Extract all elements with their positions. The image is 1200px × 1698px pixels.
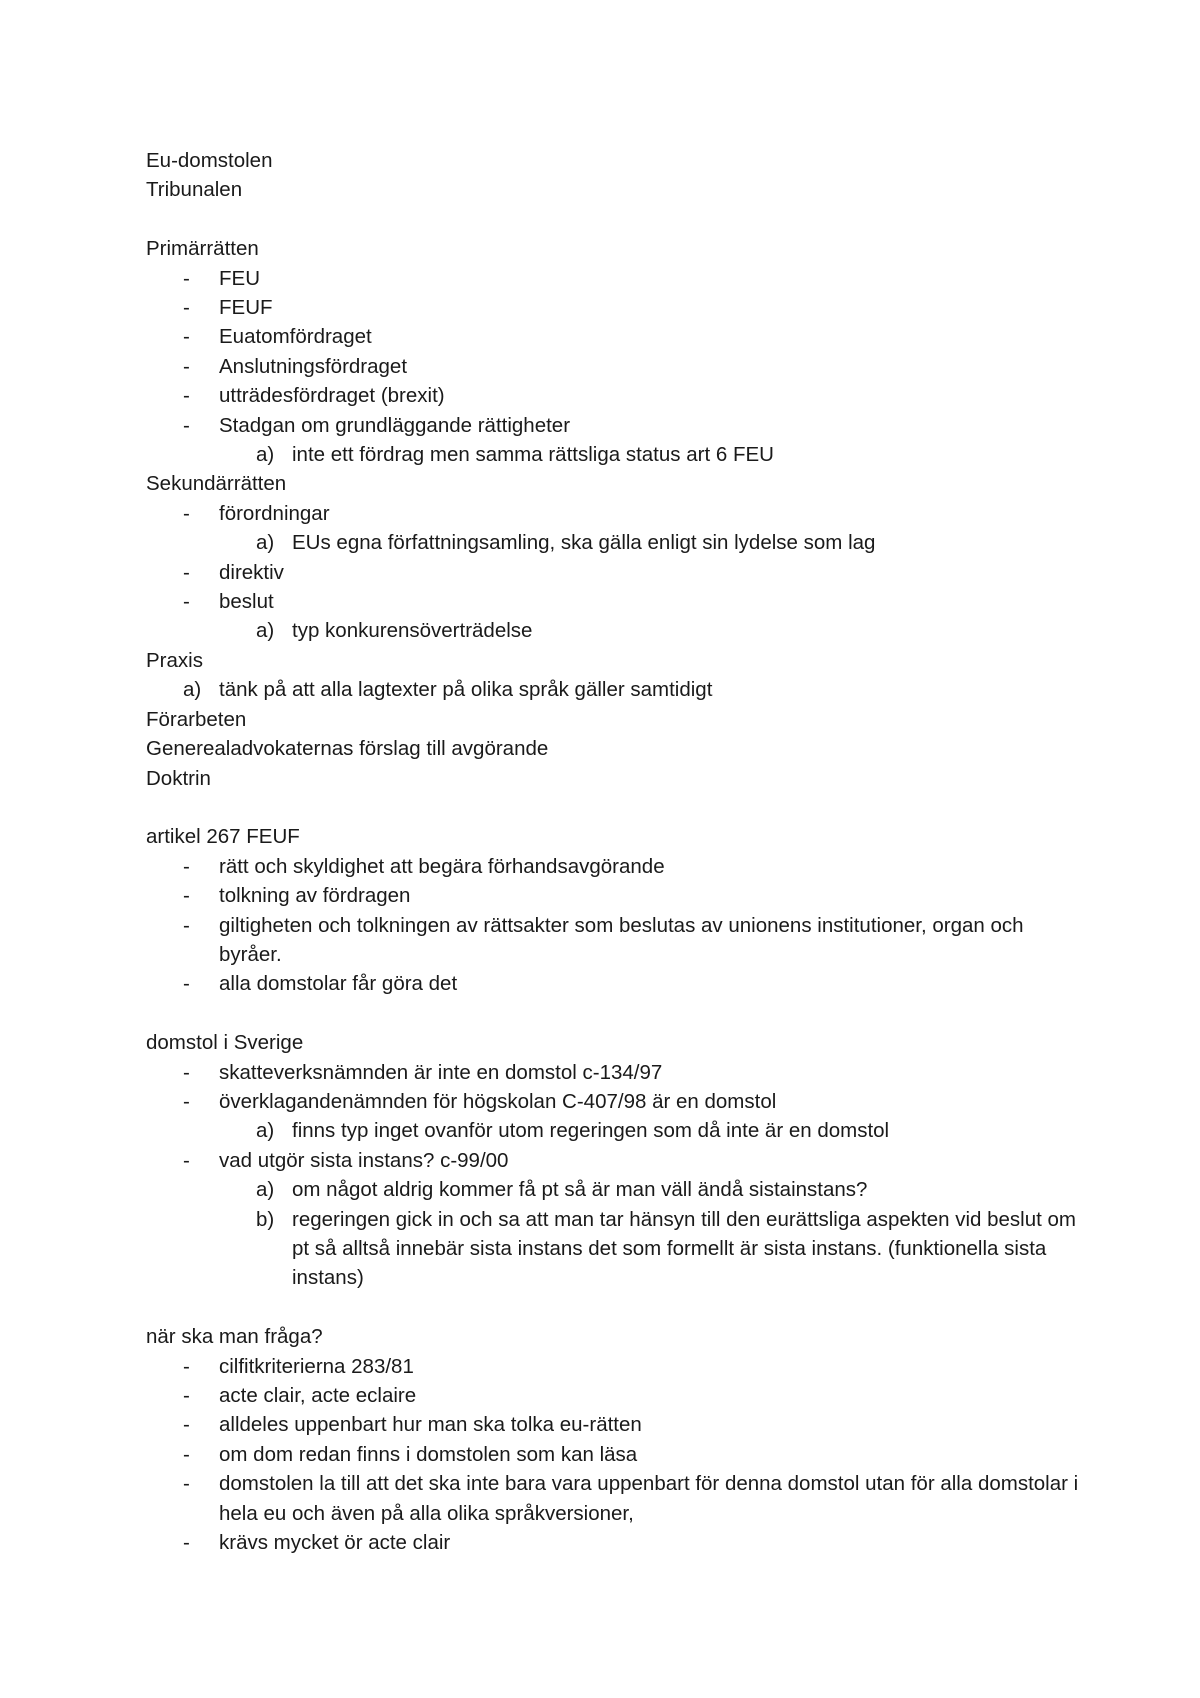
line-text: Anslutningsfördraget bbox=[219, 354, 408, 378]
line-text: vad utgör sista instans? c-99/00 bbox=[219, 1148, 509, 1172]
lettered-subitem bbox=[146, 1205, 1086, 1293]
bullet-item bbox=[146, 293, 1086, 322]
line-text: FEU bbox=[219, 266, 260, 290]
list-marker: - bbox=[183, 1531, 190, 1555]
line-text: Stadgan om grundläggande rättigheter bbox=[219, 413, 571, 437]
list-marker: - bbox=[183, 296, 190, 320]
blank-line bbox=[146, 793, 1086, 822]
bullet-item bbox=[146, 881, 1086, 910]
line-text: domstol i Sverige bbox=[146, 1031, 304, 1055]
line-text: om något aldrig kommer få pt så är man väll ändå sistainstans? bbox=[292, 1178, 868, 1202]
heading-line bbox=[146, 734, 1086, 763]
heading-line bbox=[146, 822, 1086, 851]
lettered-subitem bbox=[146, 675, 1086, 704]
line-text: direktiv bbox=[219, 560, 284, 584]
line-text: alla domstolar får göra det bbox=[219, 972, 458, 996]
list-marker: - bbox=[183, 1384, 190, 1407]
line-text: giltigheten och tolkningen av rättsakter som beslutas av unionens institutioner, organ och byråer. bbox=[219, 913, 1024, 966]
lettered-subitem bbox=[146, 1116, 1086, 1145]
bullet-item bbox=[146, 352, 1086, 381]
heading-line bbox=[146, 646, 1086, 675]
bullet-item bbox=[146, 381, 1086, 410]
list-marker: a) bbox=[256, 619, 275, 643]
line-text: FEUF bbox=[219, 296, 273, 320]
list-marker: - bbox=[183, 1060, 190, 1084]
blank-line bbox=[146, 999, 1086, 1028]
line-text: när ska man fråga? bbox=[146, 1325, 323, 1349]
heading-line bbox=[146, 146, 1086, 175]
bullet-item bbox=[146, 322, 1086, 351]
heading-line bbox=[146, 175, 1086, 204]
list-marker: - bbox=[183, 913, 190, 937]
line-text: finns typ inget ovanför utom regeringen som då inte är en domstol bbox=[292, 1119, 890, 1143]
line-text: Sekundärrätten bbox=[146, 472, 287, 496]
heading-line bbox=[146, 764, 1086, 793]
bullet-item bbox=[146, 558, 1086, 587]
document-body bbox=[146, 146, 1086, 1557]
heading-line bbox=[146, 1322, 1086, 1351]
line-text: skatteverksnämnden är inte en domstol c-134/97 bbox=[219, 1060, 663, 1084]
lettered-subitem bbox=[146, 440, 1086, 469]
bullet-item bbox=[146, 1528, 1086, 1557]
line-text: cilfitkriterierna 283/81 bbox=[219, 1354, 414, 1378]
list-marker: - bbox=[183, 1089, 190, 1113]
line-text: överklagandenämnden för högskolan C-407/98 är en domstol bbox=[219, 1089, 777, 1113]
line-text: om dom redan finns i domstolen som kan läsa bbox=[219, 1442, 638, 1466]
line-text: regeringen gick in och sa att man tar hänsyn till den eurättsliga aspekten vid beslut om pt så alltså innebär sista instans det som formellt är sista instans. (funktionella sista instans) bbox=[292, 1207, 1076, 1290]
line-text: krävs mycket ör acte clair bbox=[219, 1531, 451, 1555]
line-text: Euatomfördraget bbox=[219, 325, 372, 349]
line-text: Generealadvokaternas förslag till avgörande bbox=[146, 737, 549, 761]
list-marker: a) bbox=[256, 1119, 275, 1143]
list-marker: - bbox=[183, 854, 190, 878]
list-marker: - bbox=[183, 1413, 190, 1437]
list-marker: a) bbox=[256, 443, 275, 467]
list-marker: a) bbox=[256, 531, 275, 555]
line-text: tänk på att alla lagtexter på olika språk gäller samtidigt bbox=[219, 678, 713, 702]
line-text: typ konkurensöverträdelse bbox=[292, 619, 533, 643]
list-marker: - bbox=[183, 413, 190, 437]
blank-line bbox=[146, 205, 1086, 234]
heading-line bbox=[146, 1028, 1086, 1057]
bullet-item bbox=[146, 1352, 1086, 1381]
list-marker: - bbox=[183, 1442, 190, 1466]
heading-line bbox=[146, 234, 1086, 263]
bullet-item bbox=[146, 411, 1086, 440]
bullet-item bbox=[146, 1440, 1086, 1469]
bullet-item bbox=[146, 1146, 1086, 1175]
line-text: alldeles uppenbart hur man ska tolka eu-rätten bbox=[219, 1413, 642, 1437]
list-marker: - bbox=[183, 1354, 190, 1378]
line-text: rätt och skyldighet att begära förhandsavgörande bbox=[219, 854, 665, 878]
list-marker: - bbox=[183, 266, 190, 290]
bullet-item bbox=[146, 1381, 1086, 1410]
line-text: beslut bbox=[219, 590, 274, 614]
list-marker: - bbox=[183, 384, 190, 408]
bullet-item bbox=[146, 1058, 1086, 1087]
line-text: utträdesfördraget (brexit) bbox=[219, 384, 445, 408]
list-marker: - bbox=[183, 972, 190, 996]
list-marker: - bbox=[183, 354, 190, 378]
line-text: Praxis bbox=[146, 648, 203, 672]
bullet-item bbox=[146, 1469, 1086, 1528]
lettered-subitem bbox=[146, 528, 1086, 557]
bullet-item bbox=[146, 264, 1086, 293]
list-marker: - bbox=[183, 1148, 190, 1172]
bullet-item bbox=[146, 1087, 1086, 1116]
line-text: tolkning av fördragen bbox=[219, 884, 411, 908]
list-marker: a) bbox=[256, 1178, 275, 1202]
bullet-item bbox=[146, 587, 1086, 616]
line-text: Doktrin bbox=[146, 766, 211, 790]
list-marker: - bbox=[183, 325, 190, 349]
line-text: artikel 267 FEUF bbox=[146, 825, 300, 849]
bullet-item bbox=[146, 969, 1086, 998]
list-marker: - bbox=[183, 1472, 190, 1496]
line-text: EUs egna författningsamling, ska gälla enligt sin lydelse som lag bbox=[292, 531, 876, 555]
bullet-item bbox=[146, 499, 1086, 528]
line-text: Tribunalen bbox=[146, 178, 243, 202]
line-text: Primärrätten bbox=[146, 237, 259, 261]
line-text: inte ett fördrag men samma rättsliga status art 6 FEU bbox=[292, 443, 774, 467]
lettered-subitem bbox=[146, 616, 1086, 645]
line-text: Förarbeten bbox=[146, 707, 247, 731]
list-marker: a) bbox=[183, 678, 202, 702]
line-text: acte clair, acte eclaire bbox=[219, 1384, 417, 1407]
lettered-subitem bbox=[146, 1175, 1086, 1204]
bullet-item bbox=[146, 1410, 1086, 1439]
line-text: förordningar bbox=[219, 501, 330, 525]
bullet-item bbox=[146, 911, 1086, 970]
list-marker: b) bbox=[256, 1207, 275, 1231]
bullet-item bbox=[146, 852, 1086, 881]
list-marker: - bbox=[183, 884, 190, 908]
list-marker: - bbox=[183, 560, 190, 584]
heading-line bbox=[146, 469, 1086, 498]
heading-line bbox=[146, 705, 1086, 734]
list-marker: - bbox=[183, 590, 190, 614]
blank-line bbox=[146, 1293, 1086, 1322]
line-text: domstolen la till att det ska inte bara vara uppenbart för denna domstol utan för alla domstolar i hela eu och även på alla olika språkversioner, bbox=[219, 1472, 1079, 1525]
line-text: Eu-domstolen bbox=[146, 149, 273, 172]
list-marker: - bbox=[183, 501, 190, 525]
